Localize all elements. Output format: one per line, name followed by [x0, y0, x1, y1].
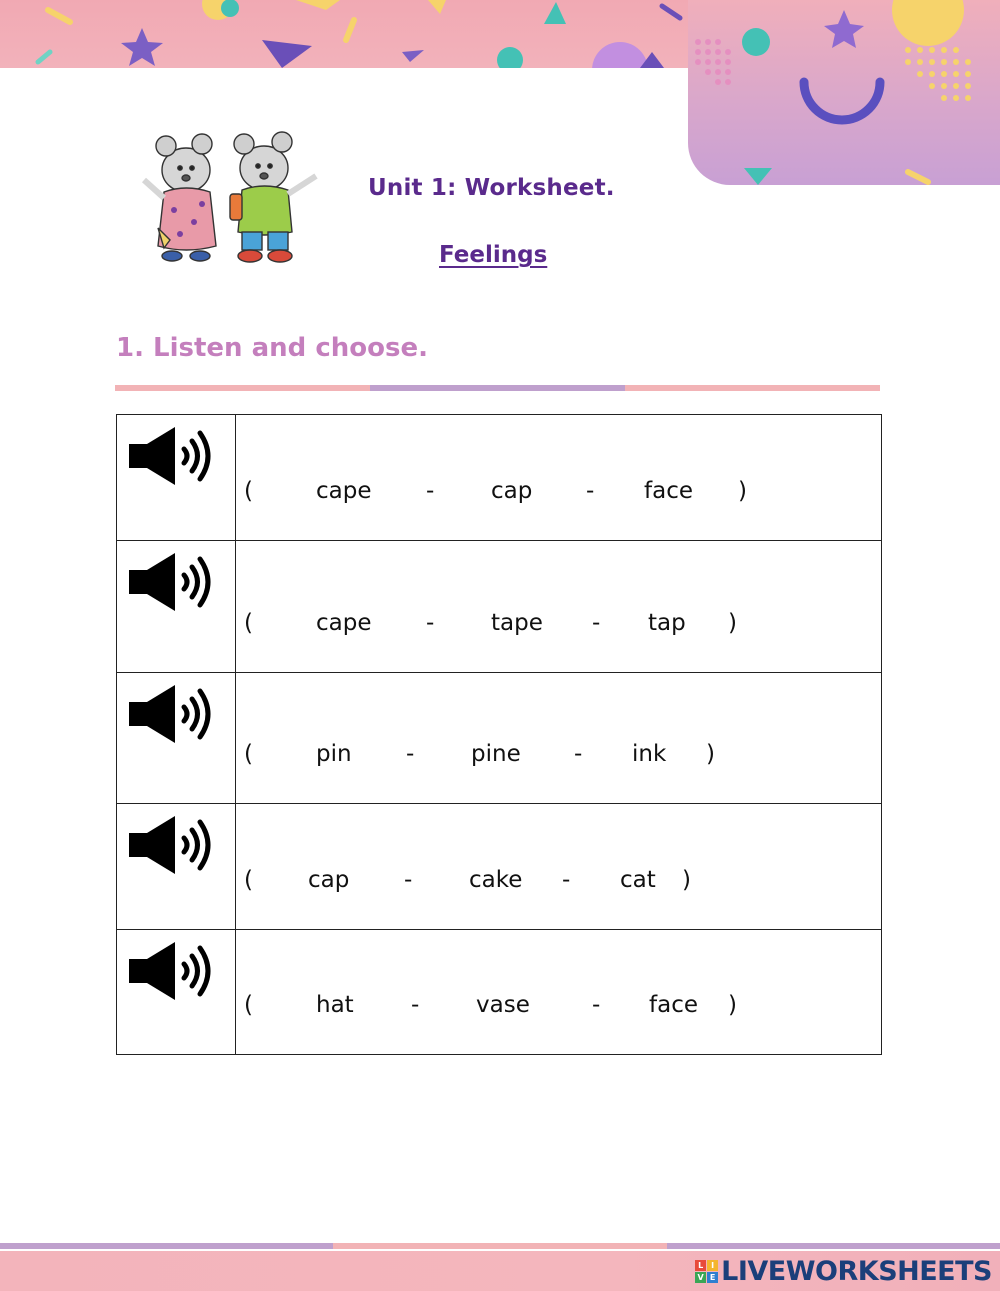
listen-and-choose-table	[116, 414, 882, 1055]
speaker-volume-icon[interactable]	[129, 553, 217, 613]
close-paren: )	[682, 867, 691, 893]
open-paren: (	[244, 478, 253, 504]
word-options	[236, 867, 881, 899]
separator: -	[406, 741, 415, 767]
word-option[interactable]: cap	[308, 867, 350, 893]
word-option[interactable]: hat	[316, 992, 354, 1018]
close-paren: )	[728, 610, 737, 636]
word-option[interactable]: pin	[316, 741, 352, 767]
speaker-volume-icon[interactable]	[129, 685, 217, 745]
separator: -	[404, 867, 413, 893]
word-options	[236, 478, 881, 510]
liveworksheets-logo[interactable]	[695, 1254, 992, 1288]
choices-cell	[236, 930, 882, 1055]
section-heading: 1. Listen and choose.	[116, 333, 428, 363]
worksheet-title: Unit 1: Worksheet.	[368, 175, 615, 201]
exercise-row	[117, 804, 882, 930]
audio-cell	[117, 804, 236, 930]
open-paren: (	[244, 992, 253, 1018]
confetti-decoration	[688, 0, 1000, 185]
audio-cell	[117, 541, 236, 673]
open-paren: (	[244, 741, 253, 767]
open-paren: (	[244, 610, 253, 636]
logo-tile: V	[695, 1272, 706, 1283]
speaker-volume-icon[interactable]	[129, 942, 217, 1002]
header-corner-panel	[688, 0, 1000, 185]
logo-tile: L	[695, 1260, 706, 1271]
two-mice-illustration	[136, 128, 326, 268]
exercise-row	[117, 930, 882, 1055]
separator: -	[426, 610, 435, 636]
word-options	[236, 741, 881, 773]
word-options	[236, 992, 881, 1024]
choices-cell	[236, 804, 882, 930]
word-option[interactable]: cape	[316, 610, 372, 636]
close-paren: )	[728, 992, 737, 1018]
open-paren: (	[244, 867, 253, 893]
word-option[interactable]: cap	[491, 478, 533, 504]
word-option[interactable]: pine	[471, 741, 521, 767]
brand-name: LIVEWORKSHEETS	[721, 1255, 992, 1287]
choices-cell	[236, 673, 882, 804]
separator: -	[574, 741, 583, 767]
separator: -	[411, 992, 420, 1018]
exercise-row	[117, 541, 882, 673]
word-option[interactable]: ink	[632, 741, 667, 767]
choices-cell	[236, 541, 882, 673]
close-paren: )	[738, 478, 747, 504]
footer-divider	[0, 1243, 1000, 1249]
logo-tile: E	[707, 1272, 718, 1283]
speaker-volume-icon[interactable]	[129, 816, 217, 876]
word-options	[236, 610, 881, 642]
separator: -	[592, 992, 601, 1018]
separator: -	[592, 610, 601, 636]
close-paren: )	[706, 741, 715, 767]
audio-cell	[117, 673, 236, 804]
separator: -	[426, 478, 435, 504]
choices-cell	[236, 415, 882, 541]
word-option[interactable]: tape	[491, 610, 543, 636]
exercise-row	[117, 415, 882, 541]
word-option[interactable]: cat	[620, 867, 656, 893]
logo-tile: I	[707, 1260, 718, 1271]
section-divider	[115, 385, 880, 391]
word-option[interactable]: cake	[469, 867, 523, 893]
separator: -	[562, 867, 571, 893]
audio-cell	[117, 930, 236, 1055]
logo-tiles-icon	[695, 1260, 718, 1283]
word-option[interactable]: cape	[316, 478, 372, 504]
audio-cell	[117, 415, 236, 541]
speaker-volume-icon[interactable]	[129, 427, 217, 487]
worksheet-subtitle: Feelings	[439, 242, 548, 268]
word-option[interactable]: face	[644, 478, 693, 504]
separator: -	[586, 478, 595, 504]
exercise-row	[117, 673, 882, 804]
word-option[interactable]: vase	[476, 992, 530, 1018]
word-option[interactable]: tap	[648, 610, 686, 636]
word-option[interactable]: face	[649, 992, 698, 1018]
